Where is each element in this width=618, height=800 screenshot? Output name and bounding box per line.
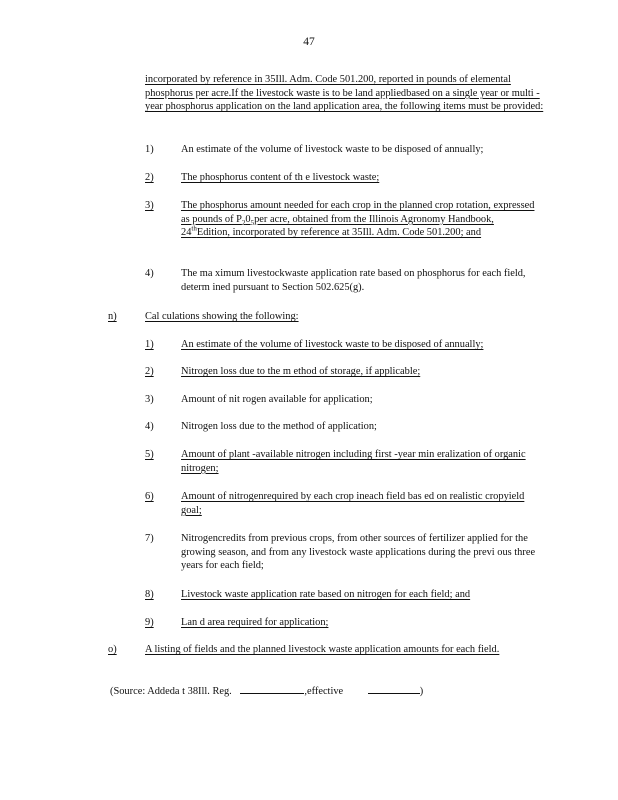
item-number: 8) — [145, 589, 154, 600]
subsection-label: o) — [108, 644, 117, 655]
item-number: 3) — [145, 394, 154, 405]
item-text: The ma ximum livestockwaste application rate based on phosphorus for each field, determ ined pursuant to Section 502.625(g). — [181, 268, 526, 293]
item-number: 1) — [145, 144, 154, 155]
item-text: Nitrogen loss due to the m ethod of storage, if applicable; — [181, 366, 421, 377]
source-suffix: ) — [419, 686, 424, 697]
register-blank — [240, 684, 304, 694]
item-text: Amount of plant -available nitrogen including first -year min eralization of organic nitrogen; — [181, 449, 526, 474]
effective-date-blank — [368, 684, 420, 694]
source-effective: ,effective — [304, 686, 344, 697]
item-text: Nitrogencredits from previous crops, from other sources of fertilizer applied for the growing season, and from any livestock waste applications during the previ ous three years for each field; — [181, 533, 536, 572]
item-text: Nitrogen loss due to the method of application; — [181, 421, 377, 432]
item-number: 6) — [145, 491, 154, 502]
item-text: Lan d area required for application; — [181, 617, 329, 628]
item-number: 2) — [145, 172, 154, 183]
item-text: Amount of nitrogenrequired by each crop ineach field bas ed on realistic cropyield goal; — [181, 491, 525, 516]
item-number: 1) — [145, 339, 154, 350]
item-number: 5) — [145, 449, 154, 460]
item-number: 9) — [145, 617, 154, 628]
item-number: 4) — [145, 421, 154, 432]
item-number: 7) — [145, 533, 154, 544]
source-note — [110, 684, 423, 699]
page-number: 47 — [303, 36, 315, 48]
item-text: Livestock waste application rate based on nitrogen for each field; and — [181, 589, 471, 600]
item-text: An estimate of the volume of livestock waste to be disposed of annually; — [181, 339, 484, 350]
subsection-text: A listing of fields and the planned livestock waste application amounts for each field. — [145, 644, 500, 655]
subsection-label: n) — [108, 311, 117, 322]
intro-paragraph: incorporated by reference in 35Ill. Adm. Code 501.200, reported in pounds of elemental phosphorus per acre.If the livestock waste is to be land appliedbased on a single year or multi -year phosphorus application on the land application area, the following items must be provided: — [145, 74, 544, 113]
subsection-heading: Cal culations showing the following: — [145, 311, 299, 322]
item-text: An estimate of the volume of livestock waste to be disposed of annually; — [181, 144, 484, 155]
item-number: 3) — [145, 200, 154, 211]
item-number: 4) — [145, 268, 154, 279]
item-text: Amount of nit rogen available for application; — [181, 394, 373, 405]
item-text: The phosphorus amount needed for each crop in the planned crop rotation, expressed as pounds of $P_20_5per$ acre, obtained from the Illinois Agronomy Handbook, 24thEdition, incorporated by reference at 35Ill. Adm. Code 501.200; and — [181, 200, 535, 239]
source-prefix: (Source: Addeda t 38Ill. Reg. — [110, 686, 232, 697]
item-text: The phosphorus content of th e livestock waste; — [181, 172, 380, 183]
item-number: 2) — [145, 366, 154, 377]
